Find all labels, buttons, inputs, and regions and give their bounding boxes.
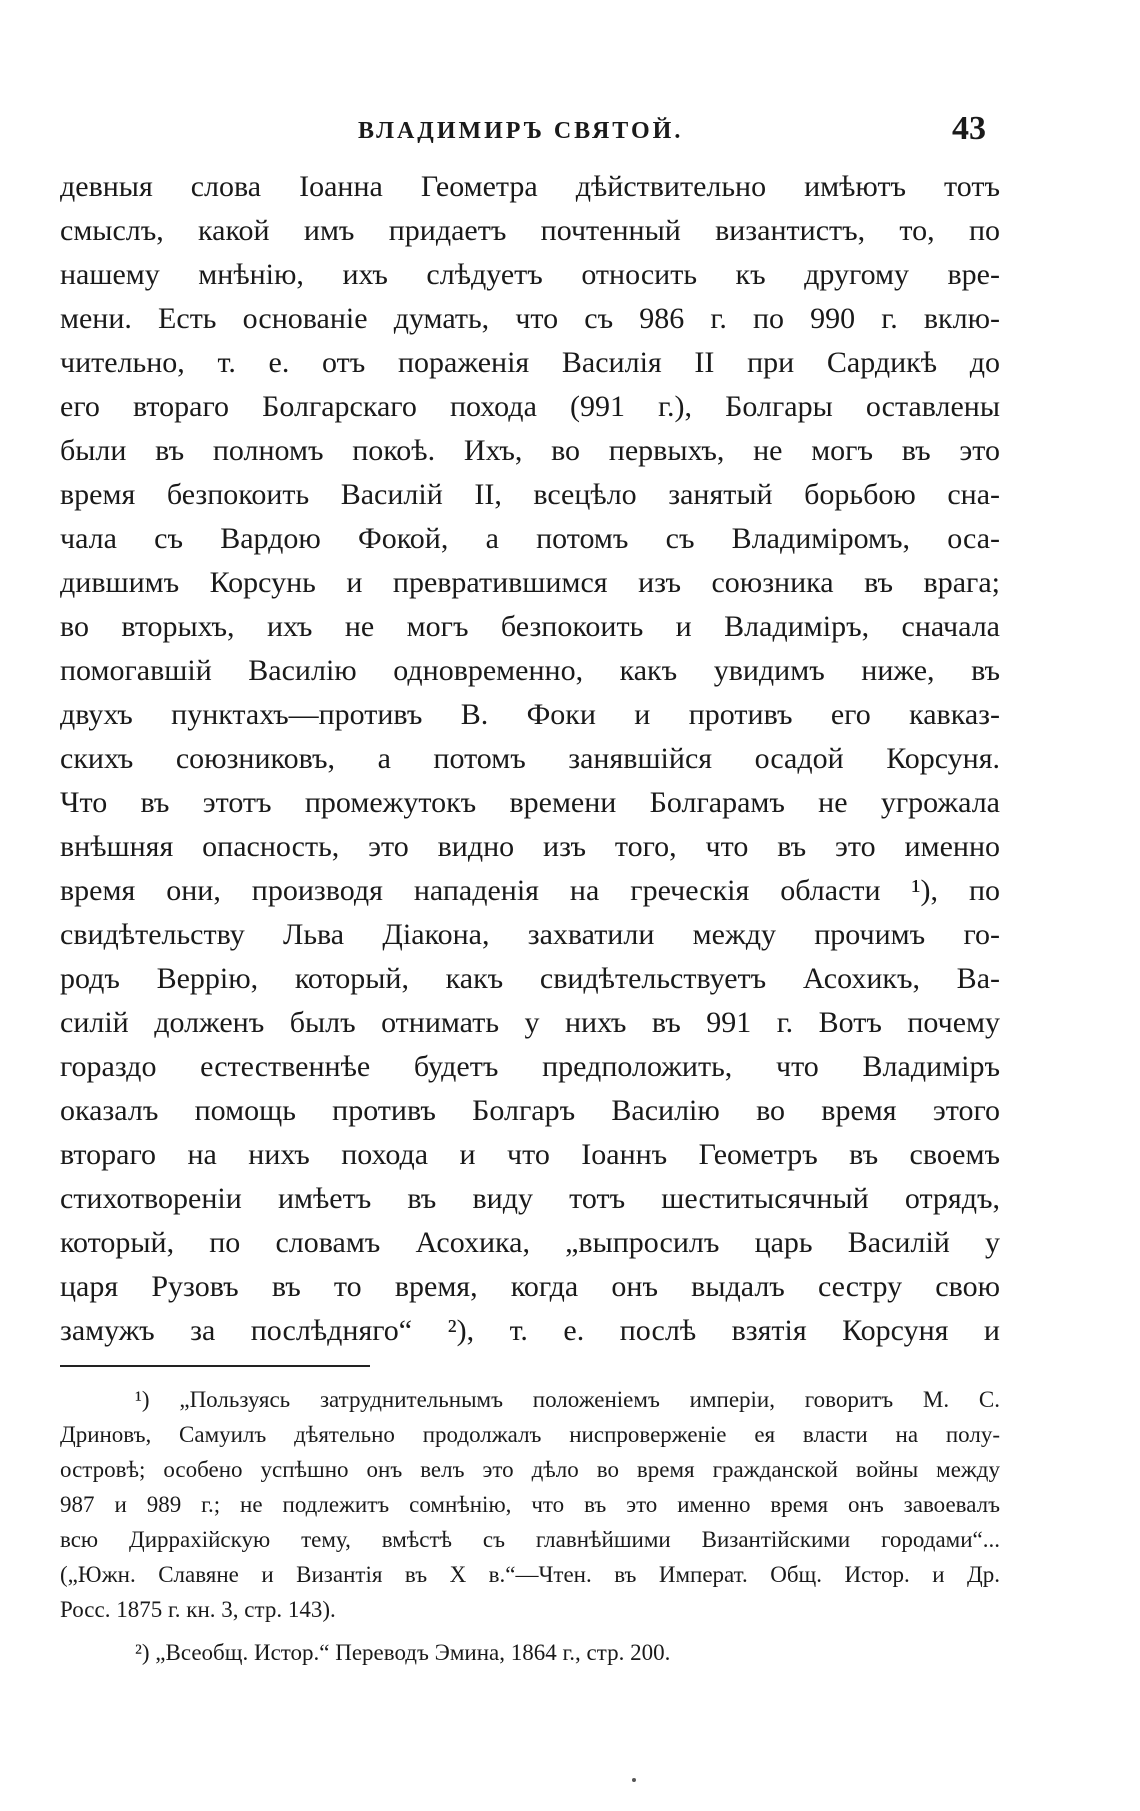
footnote-1 <box>60 1382 1000 1627</box>
body-line: время безпокоить Василій II, всецѣло занятый борьбою сна- <box>60 478 1000 511</box>
body-line: помогавшій Василію одновременно, какъ увидимъ ниже, въ <box>60 654 1000 687</box>
body-text <box>60 165 1000 1353</box>
footnote-line: ²) „Всеобщ. Истор.“ Переводъ Эмина, 1864 г., стр. 200. <box>135 1640 671 1665</box>
page-number: 43 <box>952 110 986 147</box>
footnote-line: ¹) „Пользуясь затруднительнымъ положеніемъ имперіи, говоритъ М. С. <box>135 1387 1000 1412</box>
footnote-line: всю Диррахійскую тему, вмѣстѣ съ главнѣйшими Византійскими городами“... <box>60 1527 1000 1552</box>
body-line: чала съ Вардою Фокой, а потомъ съ Владиміромъ, оса- <box>60 522 1000 555</box>
body-line: родъ Веррію, который, какъ свидѣтельствуетъ Асохикъ, Ва- <box>60 962 1000 995</box>
body-line: его втораго Болгарскаго похода (991 г.), Болгары оставлены <box>60 390 1000 423</box>
body-line: который, по словамъ Асохика, „выпросилъ царь Василій у <box>60 1226 1000 1259</box>
body-line: время они, производя нападенія на греческія области ¹), по <box>60 874 1000 907</box>
body-line: замужъ за послѣдняго“ ²), т. е. послѣ взятія Корсуня и <box>60 1314 1000 1347</box>
body-line: девныя слова Іоанна Геометра дѣйствительно имѣютъ тотъ <box>60 170 1000 203</box>
body-line: царя Рузовъ въ то время, когда онъ выдалъ сестру свою <box>60 1270 1000 1303</box>
body-line: свидѣтельству Льва Діакона, захватили между прочимъ го- <box>60 918 1000 951</box>
body-line: были въ полномъ покоѣ. Ихъ, во первыхъ, не могъ въ это <box>60 434 1000 467</box>
running-head: ВЛАДИМИРЪ СВЯТОЙ. <box>358 118 684 144</box>
body-line: дившимъ Корсунь и превратившимся изъ союзника въ врага; <box>60 566 1000 599</box>
footnote-2 <box>60 1635 1000 1670</box>
footnote-divider <box>60 1365 370 1367</box>
body-line: Что въ этотъ промежутокъ времени Болгарамъ не угрожала <box>60 786 1000 819</box>
footnote-line: Росс. 1875 г. кн. 3, стр. 143). <box>60 1597 336 1622</box>
body-line: мени. Есть основаніе думать, что съ 986 г. по 990 г. вклю- <box>60 302 1000 335</box>
body-line: силій долженъ былъ отнимать у нихъ въ 991 г. Вотъ почему <box>60 1006 1000 1039</box>
footnote-line: островѣ; особено успѣшно онъ велъ это дѣло во время гражданской войны между <box>60 1457 1000 1482</box>
footnote-line: 987 и 989 г.; не подлежитъ сомнѣнію, что въ это именно время онъ завоевалъ <box>60 1492 1000 1517</box>
body-line: чительно, т. е. отъ пораженія Василія II при Сардикѣ до <box>60 346 1000 379</box>
footnote-line: („Южн. Славяне и Византія въ X в.“—Чтен. въ Императ. Общ. Истор. и Др. <box>60 1562 1000 1587</box>
body-line: внѣшняя опасность, это видно изъ того, что въ это именно <box>60 830 1000 863</box>
body-line: двухъ пунктахъ—противъ В. Фоки и противъ его кавказ- <box>60 698 1000 731</box>
footnotes <box>60 1382 1000 1670</box>
footnote-gap <box>60 1627 1000 1635</box>
body-line: втораго на нихъ похода и что Іоаннъ Геометръ въ своемъ <box>60 1138 1000 1171</box>
body-line: во вторыхъ, ихъ не могъ безпокоить и Владиміръ, сначала <box>60 610 1000 643</box>
body-line: нашему мнѣнію, ихъ слѣдуетъ относить къ другому вре- <box>60 258 1000 291</box>
body-line: смыслъ, какой имъ придаетъ почтенный византистъ, то, по <box>60 214 1000 247</box>
body-line: скихъ союзниковъ, а потомъ занявшійся осадой Корсуня. <box>60 742 1000 775</box>
print-speck <box>632 1778 636 1782</box>
body-line: оказалъ помощь противъ Болгаръ Василію во время этого <box>60 1094 1000 1127</box>
body-line: гораздо естественнѣе будетъ предположить, что Владиміръ <box>60 1050 1000 1083</box>
body-line: стихотвореніи имѣетъ въ виду тотъ шеститысячный отрядъ, <box>60 1182 1000 1215</box>
footnote-line: Дриновъ, Самуилъ дѣятельно продолжалъ ниспроверженіе ея власти на полу- <box>60 1422 1000 1447</box>
